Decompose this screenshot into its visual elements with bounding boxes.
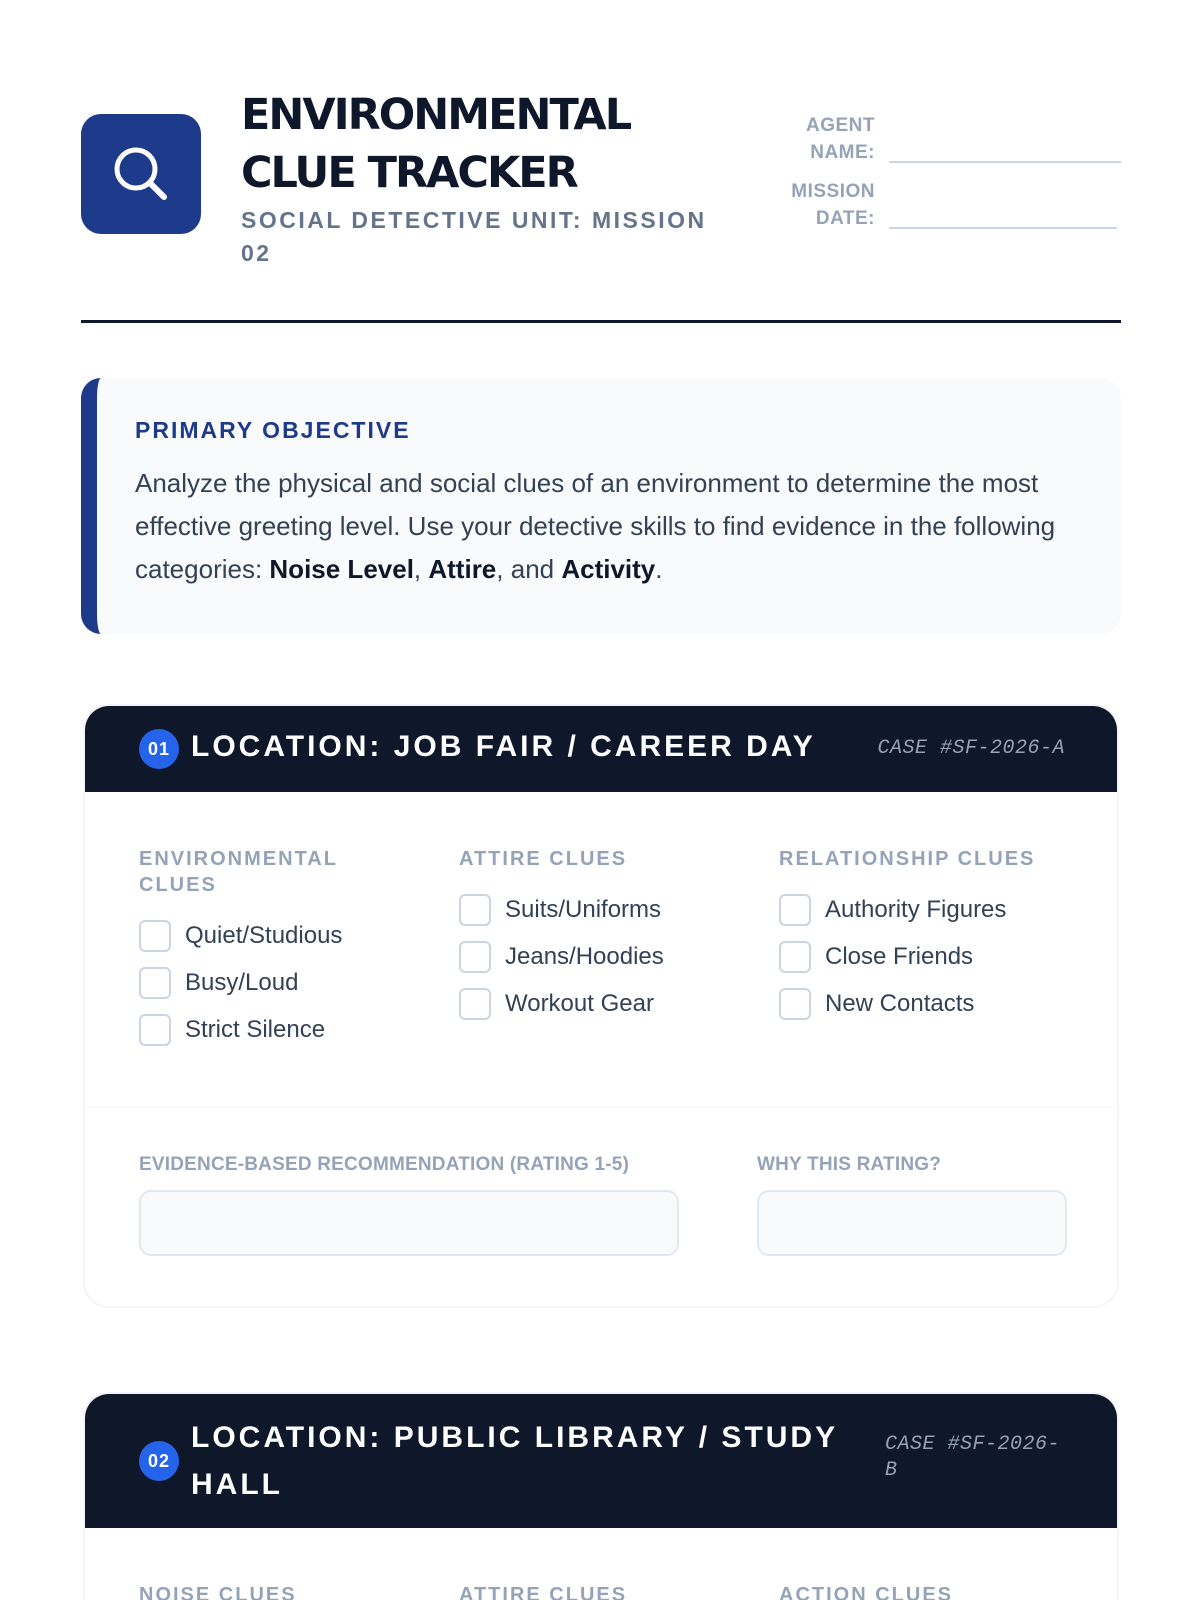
page-title: ENVIRONMENTAL CLUE TRACKER <box>241 90 631 198</box>
clue-option[interactable] <box>139 1006 459 1053</box>
magnifying-glass-icon <box>81 114 201 234</box>
column-heading: ATTIRE CLUES <box>459 1584 628 1600</box>
checkbox[interactable] <box>779 941 811 973</box>
clue-option-label: Busy/Loud <box>185 968 299 996</box>
clue-option-label: Jeans/Hoodies <box>505 942 664 970</box>
agent-name-field[interactable] <box>889 161 1121 163</box>
clue-option-label: Quiet/Studious <box>185 921 343 949</box>
checkbox[interactable] <box>139 1014 171 1046</box>
case-number: CASE #SF-2026-A <box>877 737 1065 760</box>
clue-option-label: Strict Silence <box>185 1015 326 1043</box>
clue-option[interactable] <box>779 886 1099 933</box>
clue-option[interactable] <box>779 980 1099 1027</box>
page-subtitle: SOCIAL DETECTIVE UNIT: MISSION 02 <box>241 207 707 266</box>
objective-separator: , and <box>496 554 562 584</box>
clue-column-relationship <box>779 846 1099 1053</box>
clue-option[interactable] <box>459 886 779 933</box>
checkbox[interactable] <box>459 988 491 1020</box>
page-header <box>81 86 1121 266</box>
location-card-1 <box>83 704 1119 1308</box>
clue-column-attire <box>459 1582 779 1600</box>
checkbox[interactable] <box>459 941 491 973</box>
mission-date-field[interactable] <box>889 227 1117 229</box>
clue-option-label: New Contacts <box>825 989 975 1017</box>
clue-option[interactable] <box>779 933 1099 980</box>
objective-term-attire: Attire <box>428 554 497 584</box>
objective-text-end: . <box>655 554 663 584</box>
column-heading: ATTIRE CLUES <box>459 848 628 870</box>
agent-name-row <box>785 112 1121 166</box>
objective-term-activity: Activity <box>561 554 656 584</box>
location-number-badge: 01 <box>139 729 179 769</box>
recommendation-section <box>85 1106 1117 1308</box>
clue-option[interactable] <box>459 980 779 1027</box>
clue-columns <box>139 846 1099 1053</box>
recommendation-input[interactable] <box>139 1190 679 1256</box>
why-rating-label: WHY THIS RATING? <box>757 1154 942 1175</box>
clue-option-label: Authority Figures <box>825 895 1007 923</box>
location-card-header <box>85 1394 1117 1528</box>
clue-column-environmental <box>139 846 459 1053</box>
agent-name-label: AGENT NAME: <box>806 115 875 163</box>
objective-separator: , <box>413 554 429 584</box>
location-card-header <box>85 706 1117 792</box>
case-number: CASE #SF-2026-B <box>885 1433 1061 1482</box>
clue-option-label: Workout Gear <box>505 989 654 1017</box>
location-number-badge: 02 <box>139 1441 179 1481</box>
checkbox[interactable] <box>459 894 491 926</box>
column-heading: RELATIONSHIP CLUES <box>779 848 1036 870</box>
clue-option[interactable] <box>459 933 779 980</box>
location-title: LOCATION: JOB FAIR / CAREER DAY <box>191 730 816 763</box>
column-heading: ACTION CLUES <box>779 1584 953 1600</box>
header-divider <box>81 320 1121 323</box>
objective-panel <box>81 378 1121 634</box>
clue-column-action <box>779 1582 1099 1600</box>
column-heading: ENVIRONMENTAL CLUES <box>139 848 338 896</box>
checkbox[interactable] <box>139 920 171 952</box>
clue-option[interactable] <box>139 959 459 1006</box>
clue-column-noise <box>139 1582 459 1600</box>
objective-text-body: Analyze the physical and social clues of an environment to determine the most effective greeting level. Use your detective skills to find evidence in the following categories: <box>135 468 1056 584</box>
why-rating-input[interactable] <box>757 1190 1067 1256</box>
objective-term-noise: Noise Level <box>269 554 414 584</box>
mission-date-row <box>785 178 1117 232</box>
mission-date-label: MISSION DATE: <box>791 181 875 229</box>
clue-option[interactable] <box>139 912 459 959</box>
clue-option-label: Suits/Uniforms <box>505 895 662 923</box>
clue-columns <box>139 1582 1099 1600</box>
checkbox[interactable] <box>779 894 811 926</box>
checkbox[interactable] <box>139 967 171 999</box>
checkbox[interactable] <box>779 988 811 1020</box>
objective-text <box>135 462 1081 591</box>
recommendation-label: EVIDENCE-BASED RECOMMENDATION (RATING 1-5) <box>139 1154 630 1175</box>
column-heading: NOISE CLUES <box>139 1584 297 1600</box>
clue-option-label: Close Friends <box>825 942 974 970</box>
location-card-2 <box>83 1392 1119 1600</box>
objective-title: PRIMARY OBJECTIVE <box>135 417 411 443</box>
clue-column-attire <box>459 846 779 1053</box>
location-title: LOCATION: PUBLIC LIBRARY / STUDY HALL <box>191 1421 838 1501</box>
